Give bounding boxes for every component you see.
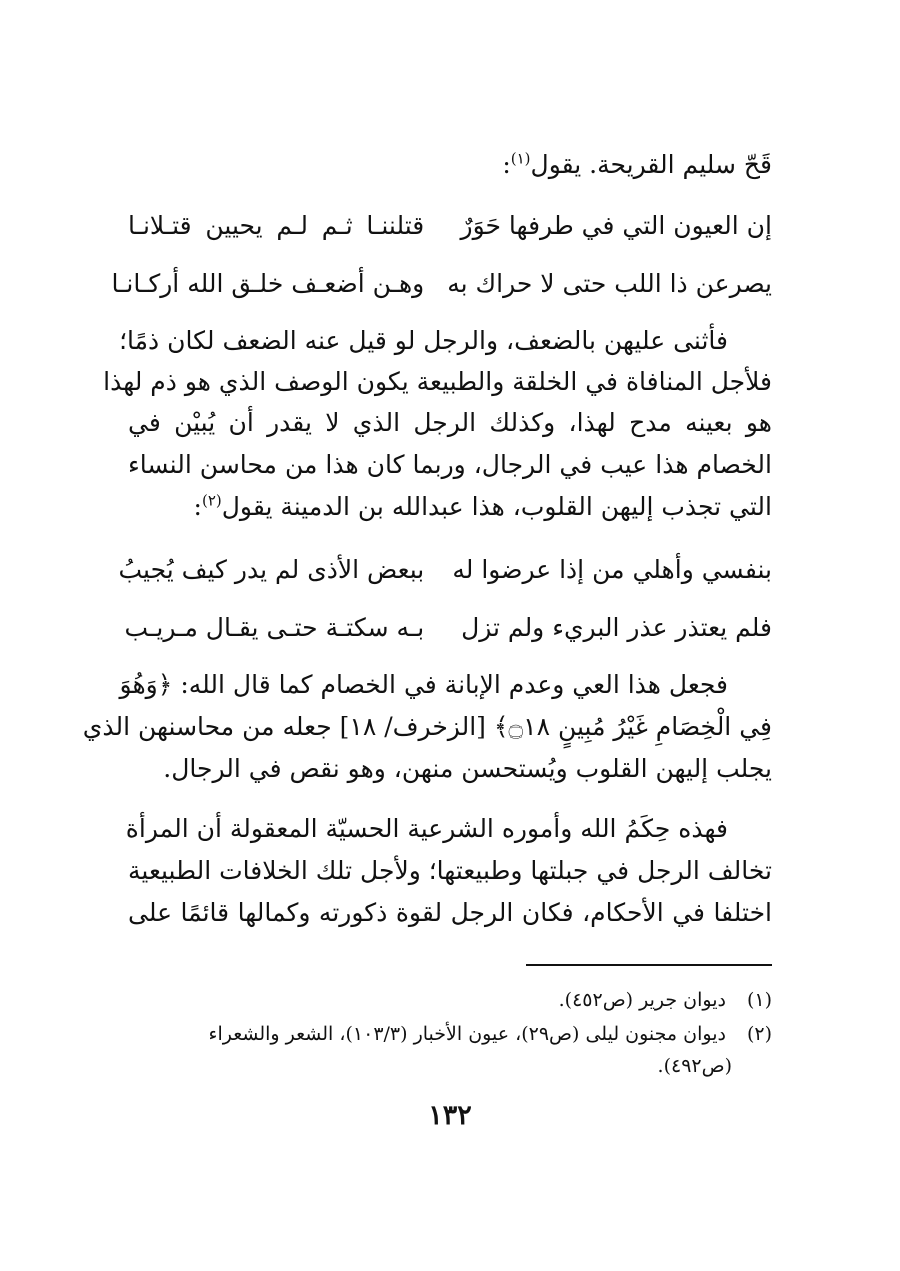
footnote-ref-1[interactable]: (١): [510, 149, 531, 168]
intro-text: قَحّ سليم القريحة. يقول: [530, 150, 772, 179]
footnote-1-number: (١): [746, 989, 772, 1011]
poem2-verse-1-second-hemistich: ببعض الأذى لم يدر كيف يُجيبُ: [118, 555, 425, 584]
footnote-1-text: ديوان جرير (ص٤٥٢).: [558, 989, 726, 1011]
para1-line-4: الخصام هذا عيب في الرجال، وربما كان هذا من محاسن النساء: [128, 450, 772, 479]
poem2-verse-1-first-hemistich: بنفسي وأهلي من إذا عرضوا له: [452, 555, 772, 584]
footnote-1: [128, 986, 772, 1014]
poem1-verse-1: [128, 208, 772, 244]
para3-line-3: اختلفا في الأحكام، فكان الرجل لقوة ذكورته وكمالها قائمًا على: [128, 898, 772, 927]
footnote-2-number: (٢): [746, 1023, 772, 1045]
poem2-verse-2-second-hemistich: بـه سكتـة حتـى يقـال مـريـب: [124, 613, 425, 642]
para2-line-3: يجلب إليهن القلوب ويُستحسن منهن، وهو نقص في الرجال.: [163, 754, 772, 783]
intro-colon: :: [502, 150, 511, 179]
para3-line-2: تخالف الرجل في جبلتها وطبيعتها؛ ولأجل تلك الخلافات الطبيعية: [128, 856, 772, 885]
footnote-ref-2[interactable]: (٢): [201, 491, 222, 510]
poem1-verse-2-second-hemistich: وهـن أضعـف خلـق الله أركـانـا: [111, 269, 425, 298]
para1-line-2: فلأجل المنافاة في الخلقة والطبيعة يكون الوصف الذي هو ذم لهذا: [103, 367, 772, 396]
para2-line-2: فِي الْخِصَامِ غَيْرُ مُبِينٍ ۝١٨﴾ [الزخرف/ ١٨] جعله من محاسنهن الذي: [82, 712, 772, 741]
para1-line-5: [128, 490, 772, 524]
poem2-verse-1: [118, 552, 772, 588]
poem1-verse-2: [111, 266, 772, 302]
para1-line-1: فأثنى عليهن بالضعف، والرجل لو قيل عنه الضعف لكان ذمًا؛: [119, 326, 728, 355]
page-number: ١٣٢: [428, 1100, 472, 1131]
para1-last-colon: :: [193, 492, 202, 521]
para3-line-1: فهذه حِكَمُ الله وأموره الشرعية الحسيّة المعقولة أن المرأة: [125, 814, 728, 843]
para2-line-1: فجعل هذا العي وعدم الإبانة في الخصام كما قال الله: ﴿وَهُوَ: [119, 670, 728, 699]
poem1-verse-1-second-hemistich: قتلننـا ثـم لـم يحيين قتـلانـا: [128, 211, 425, 240]
poem1-verse-2-first-hemistich: يصرعن ذا اللب حتى لا حراك به: [447, 269, 772, 298]
footnote-2-continuation: (ص٤٩٢).: [657, 1055, 732, 1077]
intro-line: [128, 148, 772, 182]
para1-last-text: التي تجذب إليهن القلوب، هذا عبدالله بن الدمينة يقول: [221, 492, 772, 521]
para1-line-3: هو بعينه مدح لهذا، وكذلك الرجل الذي لا يقدر أن يُبيْن في: [128, 408, 772, 437]
footnote-separator: [526, 964, 772, 966]
footnote-2-text: ديوان مجنون ليلى (ص٢٩)، عيون الأخبار (١٠٣/٣)، الشعر والشعراء: [208, 1023, 726, 1045]
footnote-2: [128, 1020, 772, 1048]
poem2-verse-2-first-hemistich: فلم يعتذر عذر البريء ولم تزل: [461, 613, 772, 642]
poem2-verse-2: [124, 610, 772, 646]
poem1-verse-1-first-hemistich: إن العيون التي في طرفها حَوَرٌ: [460, 211, 772, 240]
